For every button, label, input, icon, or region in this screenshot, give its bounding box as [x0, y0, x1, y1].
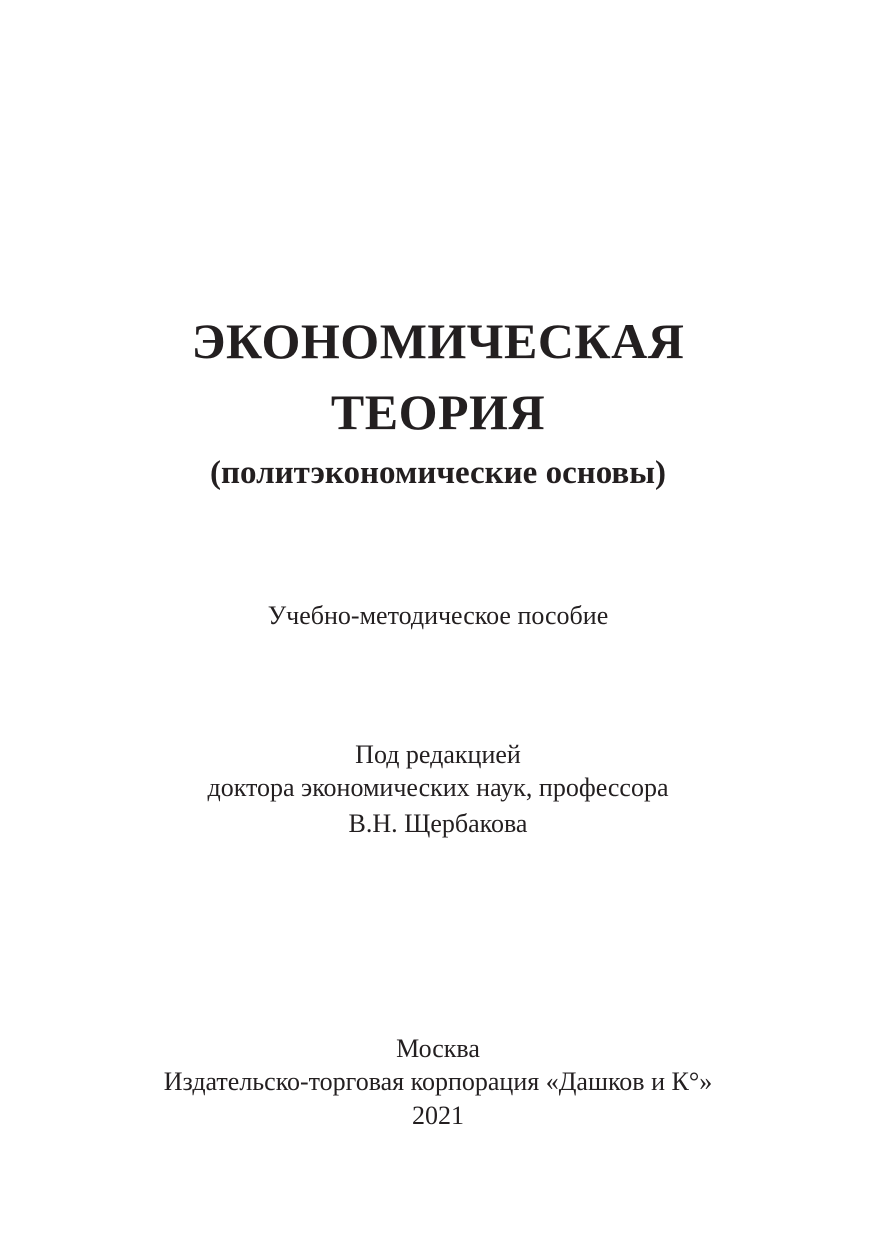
editor-name: В.Н. Щербакова — [348, 809, 528, 838]
book-subtitle: (политэкономические основы) — [210, 455, 666, 491]
publication-year: 2021 — [412, 1101, 464, 1130]
editor-credentials: доктора экономических наук, профессора — [207, 773, 669, 802]
book-title-line-1: ЭКОНОМИЧЕСКАЯ — [191, 313, 685, 369]
publisher-name: Издательско-торговая корпорация «Дашков и К°» — [163, 1067, 713, 1096]
book-title-line-2: ТЕОРИЯ — [330, 384, 546, 440]
editor-intro: Под редакцией — [355, 740, 521, 769]
document-type: Учебно-методическое пособие — [267, 601, 609, 630]
publication-city: Москва — [396, 1034, 480, 1063]
